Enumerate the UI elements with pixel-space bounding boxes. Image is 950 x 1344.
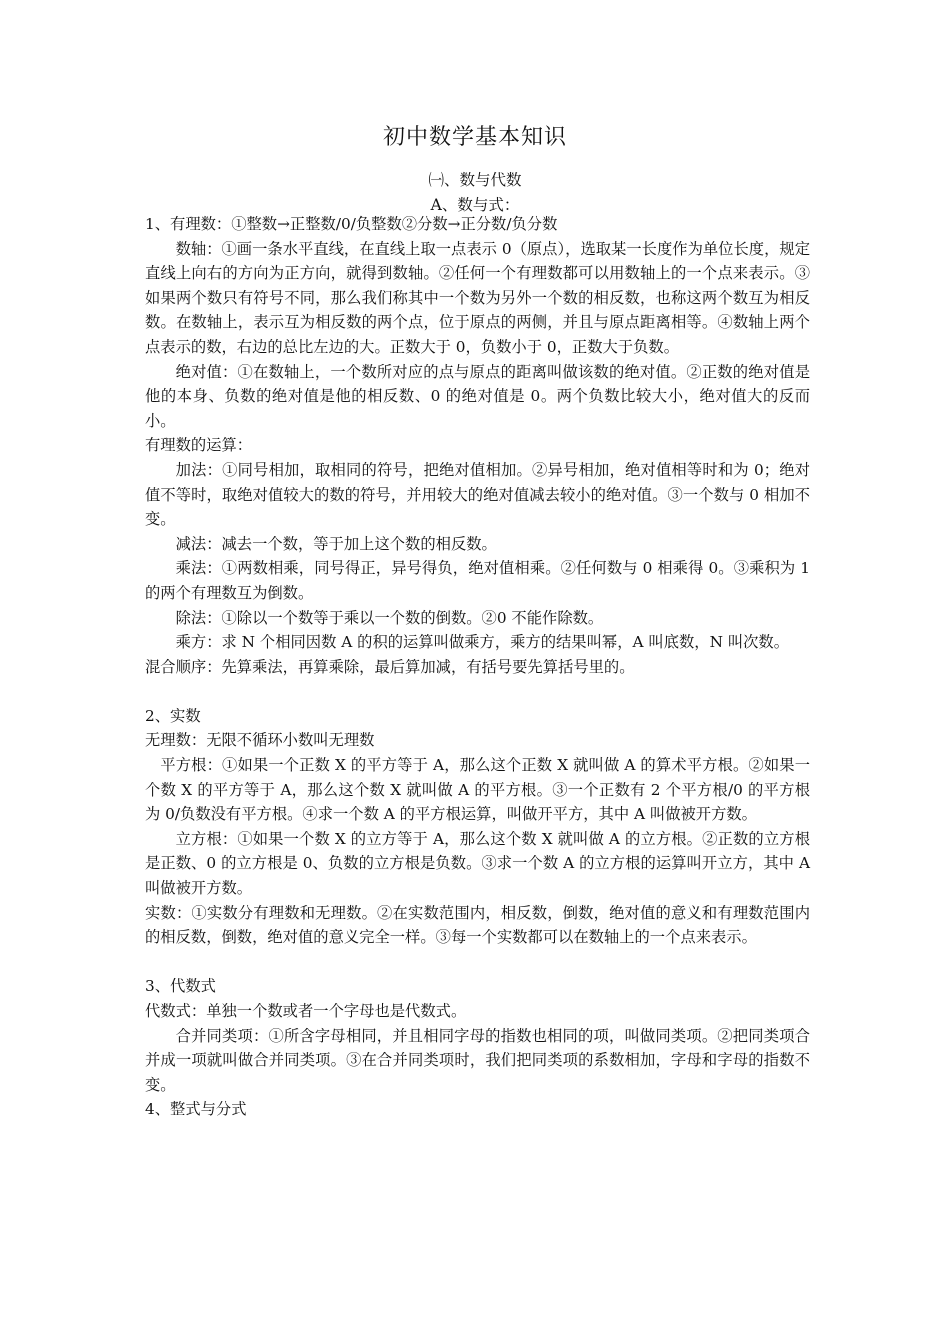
paragraph-irrational: 无理数：无限不循环小数叫无理数 bbox=[145, 731, 375, 750]
document-title: 初中数学基本知识 bbox=[382, 125, 567, 150]
section-heading: ㈠、数与代数 bbox=[428, 171, 522, 189]
paragraph-multiplication: 乘法：①两数相乘，同号得正，异号得负，绝对值相乘。②任何数与 0 相乘得 0。③乘积为 1 的两个有理数互为倒数。 bbox=[145, 559, 810, 602]
subsection-heading: A、数与式： bbox=[430, 196, 520, 214]
paragraph-real-numbers: 实数：①实数分有理数和无理数。②在实数范围内，相反数，倒数，绝对值的意义和有理数范围内的相反数，倒数，绝对值的意义完全一样。③每一个实数都可以在数轴上的一个点来表示。 bbox=[145, 903, 810, 947]
document-body bbox=[145, 212, 810, 1122]
paragraph-cube-root: 立方根：①如果一个数 X 的立方等于 A，那么这个数 X 就叫做 A 的立方根。②正数的立方根是正数、0 的立方根是 0、负数的立方根是负数。③求一个数 A 的立方根的运算叫开立方，其中 A 叫做被开方数。 bbox=[145, 829, 810, 898]
paragraph-square-root: 平方根：①如果一个正数 X 的平方等于 A，那么这个正数 X 就叫做 A 的算术平方根。②如果一个数 X 的平方等于 A，那么这个数 X 就叫做 A 的平方根。③一个正数有 2 个平方根/0 的平方根为 0/负数没有平方根。④求一个数 A 的平方根运算，叫做开平方，其中 A 叫做被开方数。 bbox=[145, 756, 810, 824]
heading-algebraic-expressions: 3、代数式 bbox=[145, 977, 216, 996]
heading-real-numbers: 2、实数 bbox=[145, 706, 201, 725]
paragraph-division: 除法：①除以一个数等于乘以一个数的倒数。②0 不能作除数。 bbox=[175, 608, 604, 627]
heading-polynomials-fractions: 4、整式与分式 bbox=[145, 1100, 247, 1119]
spacer bbox=[145, 679, 810, 704]
heading-rational-numbers: 1、有理数：①整数→正整数/0/负整数②分数→正分数/负分数 bbox=[145, 215, 558, 233]
spacer bbox=[145, 950, 810, 975]
paragraph-like-terms: 合并同类项：①所含字母相同，并且相同字母的指数也相同的项，叫做同类项。②把同类项合并成一项就叫做合并同类项。③在合并同类项时，我们把同类项的系数相加，字母和字母的指数不变。 bbox=[145, 1026, 810, 1094]
paragraph-power: 乘方：求 N 个相同因数 A 的积的运算叫做乘方，乘方的结果叫幂，A 叫底数，N 叫次数。 bbox=[175, 633, 790, 652]
paragraph-number-axis: 数轴：①画一条水平直线，在直线上取一点表示 0（原点），选取某一长度作为单位长度，规定直线上向右的方向为正方向，就得到数轴。②任何一个有理数都可以用数轴上的一个点来表示。③如果两个数只有符号不同，那么我们称其中一个数为另外一个数的相反数，也称这两个数互为相反数。在数轴上，表示互为相反数的两个点，位于原点的两侧，并且与原点距离相等。④数轴上两个点表示的数，右边的总比左边的大。正数大于 0，负数小于 0，正数大于负数。 bbox=[145, 239, 810, 356]
paragraph-operations-title: 有理数的运算： bbox=[145, 436, 253, 455]
paragraph-algebraic: 代数式：单独一个数或者一个字母也是代数式。 bbox=[145, 1002, 467, 1020]
paragraph-mixed-order: 混合顺序：先算乘法，再算乘除，最后算加减，有括号要先算括号里的。 bbox=[145, 657, 635, 676]
paragraph-addition: 加法：①同号相加，取相同的符号，把绝对值相加。②异号相加，绝对值相等时和为 0；绝对值不等时，取绝对值较大的数的符号，并用较大的绝对值减去较小的绝对值。③一个数与 0 相加不变。 bbox=[145, 460, 810, 529]
paragraph-subtraction: 减法：减去一个数，等于加上这个数的相反数。 bbox=[175, 534, 497, 553]
paragraph-absolute-value: 绝对值：①在数轴上，一个数所对应的点与原点的距离叫做该数的绝对值。②正数的绝对值是他的本身、负数的绝对值是他的相反数、0 的绝对值是 0。两个负数比较大小，绝对值大的反而小。 bbox=[145, 362, 810, 430]
